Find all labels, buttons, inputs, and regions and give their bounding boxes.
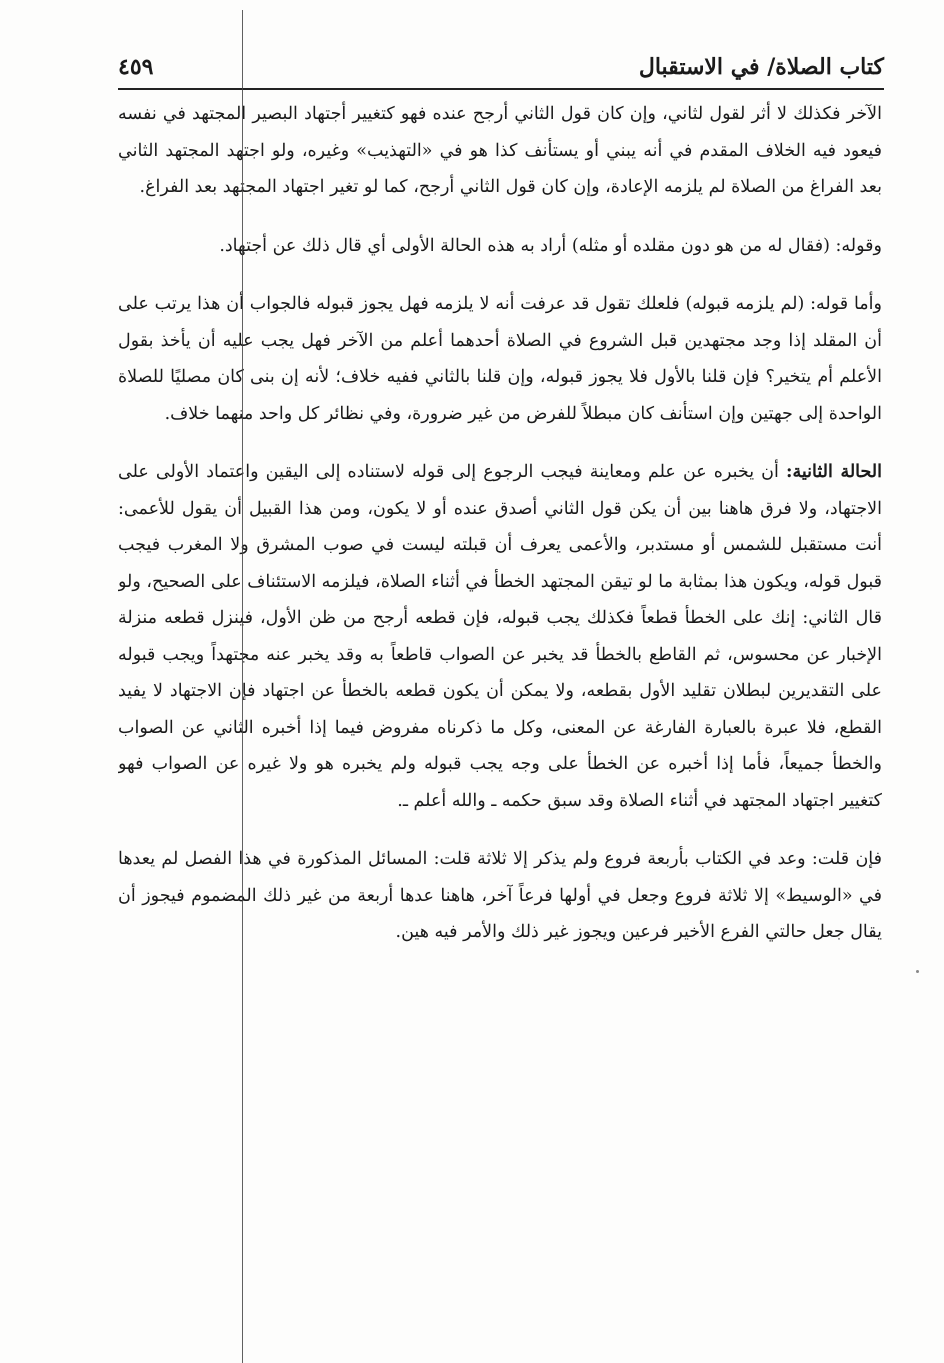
scan-artifact-dot bbox=[916, 970, 919, 973]
page-number: ٤٥٩ bbox=[118, 54, 154, 80]
paragraph-3-text: وأما قوله: (لم يلزمه قبوله) فلعلك تقول قد عرفت أنه لا يلزمه فهل يجوز قبوله فالجواب أن هذا يرتب على أن المقلد إذا وجد مجتهدين قبل الشروع في الصلاة أحدهما أعلم من الآخر فهل يجب عليه أن يأخذ بقول الأعلم أم يتخير؟ فإن قلنا بالأول فلا يجوز قبوله، وإن قلنا بالثاني ففيه خلاف؛ لأنه إن بنى كان مصليًا للصلاة الواحدة إلى جهتين وإن استأنف كان مبطلاً للفرض من غير ضرورة، وفي نظائر كل واحد منهما خلاف. bbox=[118, 294, 882, 424]
paragraph-4-text: أن يخبره عن علم ومعاينة فيجب الرجوع إلى قوله لاستناده إلى اليقين واعتماد الأولى على الاجتهاد، ولا فرق هاهنا بين أن يكن قول الثاني أصدق عنده أو لا يكون، ومن هذا القبيل أن يقول للأعمى: أنت مستقبل للشمس أو مستدبر، والأعمى يعرف أن قبلته ليست في صوب المشرق ولا المغرب فيجب قبول قوله، ويكون هذا بمثابة ما لو تيقن المجتهد الخطأ في أثناء الصلاة، فيلزمه الاستئناف على الصحيح، ولو قال الثاني: إنك على الخطأ قطعاً فكذلك يجب قبوله، فإن قطعه أرجح من ظن الأول، فينزل قطعه منزلة الإخبار عن محسوس، ثم القاطع بالخطأ قد يخبر عن الصواب قاطعاً به وقد يخبر عنه مجتهداً ويجب قبوله على التقديرين لبطلان تقليد الأول بقطعه، ولا يمكن أن يكون قطعه بالخطأ عن اجتهاد فإن الاجتهاد لا يفيد القطع، فلا عبرة بالعبارة الفارغة عن المعنى، وكل ما ذكرناه مفروض فيما إذا أخبره الثاني عن الصواب والخطأ جميعاً، فأما إذا أخبره عن الخطأ على وجه يجب قبوله ولم يخبره هو ولا غيره عن الصواب فهو كتغيير اجتهاد المجتهد في أثناء الصلاة وقد سبق حكمه ـ والله أعلم ـ. bbox=[118, 462, 882, 811]
paragraph-5 bbox=[118, 841, 882, 951]
running-title: كتاب الصلاة/ في الاستقبال bbox=[638, 54, 884, 80]
paragraph-4-heading: الحالة الثانية: bbox=[786, 462, 882, 482]
paragraph-1 bbox=[118, 96, 882, 206]
paragraph-2 bbox=[118, 228, 882, 265]
scan-artifact-line bbox=[242, 10, 243, 1363]
page-header bbox=[118, 42, 884, 82]
paragraph-4 bbox=[118, 454, 882, 819]
paragraph-5-text: فإن قلت: وعد في الكتاب بأربعة فروع ولم يذكر إلا ثلاثة قلت: المسائل المذكورة في هذا الفصل لم يعدها في «الوسيط» إلا ثلاثة فروع وجعل في أولها فرعاً آخر، هاهنا عدها أربعة من غير ذلك المضموم فيجوز أن يقال جعل حالتي الفرع الأخير فرعين ويجوز غير ذلك والأمر فيه هين. bbox=[118, 849, 882, 942]
body-text bbox=[118, 96, 882, 1213]
paragraph-2-text: وقوله: (فقال له من هو دون مقلده أو مثله) أراد به هذه الحالة الأولى أي قال ذلك عن أجتهاد. bbox=[219, 235, 882, 256]
header-rule bbox=[118, 88, 884, 90]
paragraph-3 bbox=[118, 286, 882, 432]
paragraph-1-text: الآخر فكذلك لا أثر لقول لثاني، وإن كان قول الثاني أرجح عنده فهو كتغيير أجتهاد البصير المجتهد في نفسه فيعود فيه الخلاف المقدم في أنه يبني أو يستأنف كذا هو في «التهذيب» وغيره، ولو اجتهد المجتهد الثاني بعد الفراغ من الصلاة لم يلزمه الإعادة، وإن كان قول الثاني أرجح، كما لو تغير اجتهاد المجتهد بعد الفراغ. bbox=[118, 104, 882, 197]
